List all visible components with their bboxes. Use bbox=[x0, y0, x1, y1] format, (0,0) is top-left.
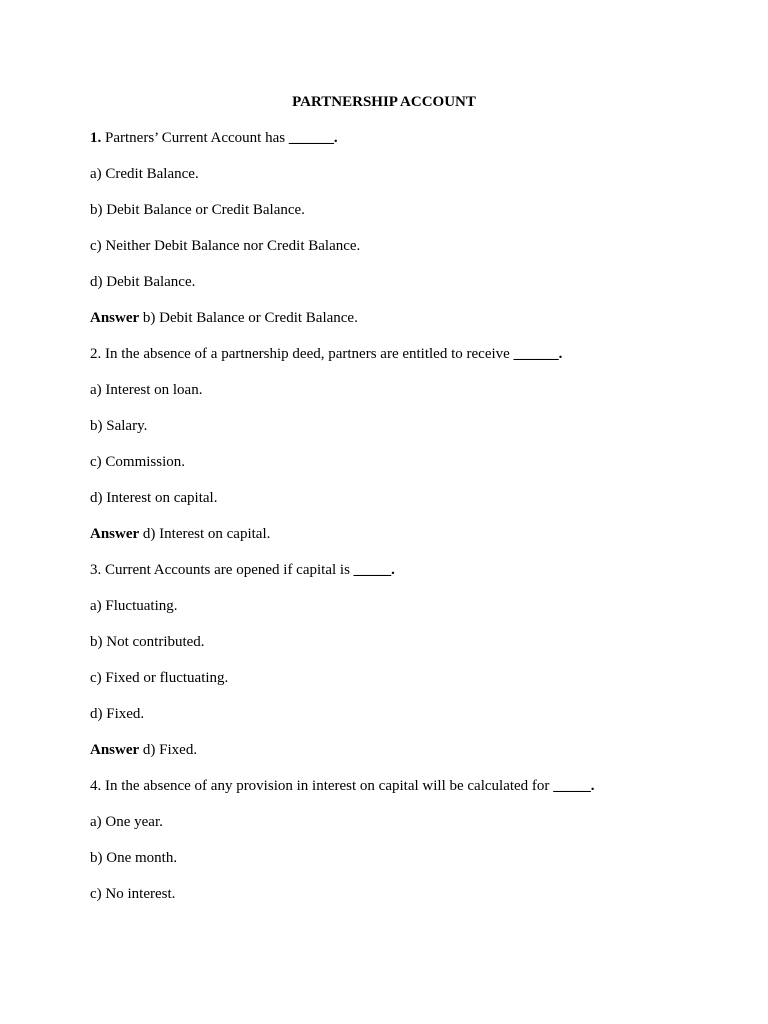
question-text: In the absence of a partnership deed, partners are entitled to receive bbox=[101, 346, 514, 362]
answer-3 bbox=[90, 741, 197, 759]
option-2d: d) Interest on capital. bbox=[90, 490, 218, 506]
answer-label: Answer bbox=[90, 526, 140, 542]
answer-label: Answer bbox=[90, 742, 140, 758]
answer-1 bbox=[90, 309, 358, 327]
question-1 bbox=[90, 129, 338, 147]
question-end: . bbox=[333, 130, 338, 146]
question-4 bbox=[90, 777, 594, 795]
page-title: PARTNERSHIP ACCOUNT bbox=[292, 94, 476, 110]
question-text: Current Accounts are opened if capital is bbox=[101, 562, 354, 578]
option-3b: b) Not contributed. bbox=[90, 634, 205, 650]
option-2b: b) Salary. bbox=[90, 418, 148, 434]
question-2 bbox=[90, 345, 562, 363]
answer-blank: _____ bbox=[353, 562, 392, 578]
answer-blank: ______ bbox=[288, 130, 334, 146]
answer-text: d) Interest on capital. bbox=[139, 526, 271, 542]
option-4b: b) One month. bbox=[90, 850, 178, 866]
option-1d: d) Debit Balance. bbox=[90, 274, 196, 290]
answer-2 bbox=[90, 525, 270, 543]
option-3a: a) Fluctuating. bbox=[90, 598, 178, 614]
question-text: In the absence of any provision in interest on capital will be calculated for bbox=[101, 778, 554, 794]
option-2a: a) Interest on loan. bbox=[90, 382, 203, 398]
answer-label: Answer bbox=[90, 310, 140, 326]
option-1c: c) Neither Debit Balance nor Credit Balance. bbox=[90, 238, 361, 254]
answer-blank: _____ bbox=[553, 778, 591, 794]
question-end: . bbox=[590, 778, 595, 794]
question-end: . bbox=[391, 562, 395, 578]
question-number: 4. bbox=[90, 778, 102, 794]
question-number: 3. bbox=[90, 562, 102, 578]
question-end: . bbox=[558, 346, 563, 362]
option-3c: c) Fixed or fluctuating. bbox=[90, 670, 229, 686]
question-number: 2. bbox=[90, 346, 102, 362]
question-number: 1. bbox=[90, 130, 102, 146]
answer-text: d) Fixed. bbox=[139, 742, 198, 758]
question-3 bbox=[90, 561, 395, 579]
option-4c: c) No interest. bbox=[90, 886, 176, 902]
answer-blank: ______ bbox=[513, 346, 559, 362]
option-2c: c) Commission. bbox=[90, 454, 186, 470]
answer-text: b) Debit Balance or Credit Balance. bbox=[139, 310, 358, 326]
option-3d: d) Fixed. bbox=[90, 706, 145, 722]
option-1a: a) Credit Balance. bbox=[90, 166, 199, 182]
option-1b: b) Debit Balance or Credit Balance. bbox=[90, 202, 305, 218]
option-4a: a) One year. bbox=[90, 814, 163, 830]
question-text: Partners’ Current Account has bbox=[101, 130, 289, 146]
